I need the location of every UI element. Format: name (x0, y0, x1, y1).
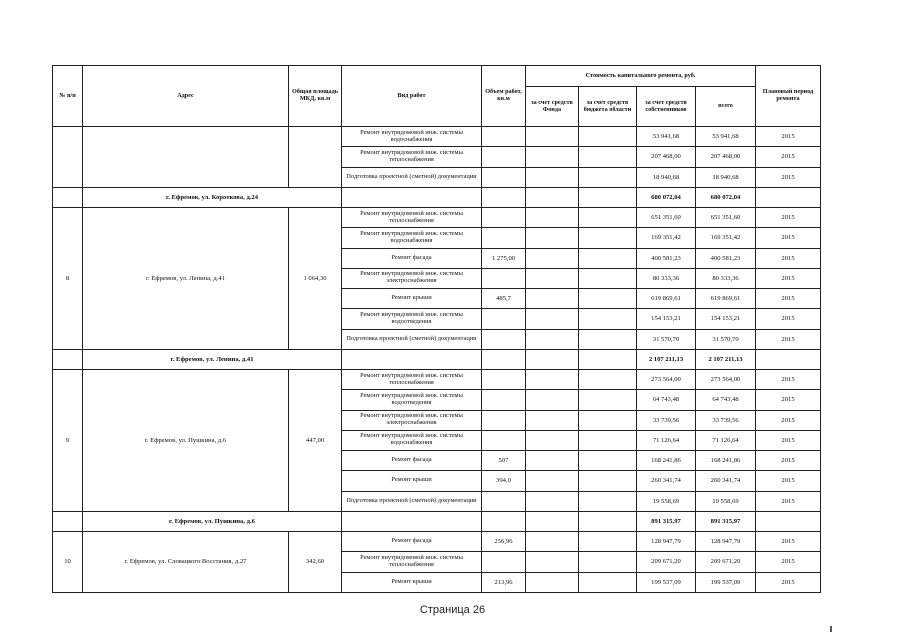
row-regional (579, 491, 637, 511)
row-work-type: Подготовка проектной (сметной) документации (342, 491, 482, 511)
row-work-type: Ремонт фасада (342, 248, 482, 268)
subtotal-row (53, 511, 821, 531)
subtotal-work (342, 349, 482, 369)
row-work-type: Ремонт внутридомовой инж. системы водоснабжения (342, 430, 482, 450)
row-fund (526, 552, 579, 572)
row-volume: 507 (482, 451, 526, 471)
row-period: 2015 (756, 451, 821, 471)
row-fund (526, 147, 579, 167)
row-total: 128 947,79 (696, 532, 756, 552)
row-work-type: Ремонт внутридомовой инж. системы теплоснабжения (342, 208, 482, 228)
row-regional (579, 552, 637, 572)
row-owners: 53 941,68 (637, 127, 696, 147)
row-work-type: Ремонт внутридомовой инж. системы водоснабжения (342, 228, 482, 248)
subtotal-volume (482, 349, 526, 369)
row-total: 64 743,48 (696, 390, 756, 410)
subtotal-owners: 2 107 211,13 (637, 349, 696, 369)
row-num (53, 127, 83, 188)
row-owners: 260 341,74 (637, 471, 696, 491)
row-work-type: Подготовка проектной (сметной) документации (342, 329, 482, 349)
row-fund (526, 228, 579, 248)
row-period: 2015 (756, 329, 821, 349)
row-fund (526, 370, 579, 390)
row-work-type: Ремонт внутридомовой инж. системы теплоснабжения (342, 370, 482, 390)
header-total: всего (696, 87, 756, 127)
row-work-type: Ремонт внутридомовой инж. системы водоснабжения (342, 127, 482, 147)
row-fund (526, 491, 579, 511)
row-work-type: Ремонт крыши (342, 289, 482, 309)
page-number: Страница 26 (419, 604, 486, 616)
row-regional (579, 430, 637, 450)
row-address: г. Ефремов, ул. Ленина, д.41 (83, 208, 289, 350)
subtotal-fund (526, 511, 579, 531)
subtotal-regional (579, 187, 637, 207)
row-work-type: Ремонт фасада (342, 532, 482, 552)
subtotal-fund (526, 349, 579, 369)
row-owners: 619 869,61 (637, 289, 696, 309)
header-volume: Объем работ, кв.м (482, 66, 526, 127)
row-area: 342,60 (289, 532, 342, 593)
row-total: 18 940,68 (696, 167, 756, 187)
row-fund (526, 329, 579, 349)
row-owners: 64 743,48 (637, 390, 696, 410)
row-fund (526, 268, 579, 288)
row-period: 2015 (756, 390, 821, 410)
subtotal-owners: 891 315,97 (637, 511, 696, 531)
row-work-type: Ремонт внутридомовой инж. системы теплоснабжения (342, 147, 482, 167)
row-regional (579, 309, 637, 329)
row-fund (526, 430, 579, 450)
row-regional (579, 147, 637, 167)
row-regional (579, 390, 637, 410)
row-owners: 273 564,00 (637, 370, 696, 390)
row-owners: 154 153,21 (637, 309, 696, 329)
subtotal-volume (482, 187, 526, 207)
row-volume: 213,96 (482, 572, 526, 592)
header-period: Плановый период ремонта (756, 66, 821, 127)
row-regional (579, 329, 637, 349)
row-work-type: Ремонт фасада (342, 451, 482, 471)
row-owners: 207 468,00 (637, 147, 696, 167)
row-total: 651 351,60 (696, 208, 756, 228)
row-regional (579, 228, 637, 248)
row-volume (482, 208, 526, 228)
row-period: 2015 (756, 309, 821, 329)
row-owners: 33 739,56 (637, 410, 696, 430)
row-total: 619 869,61 (696, 289, 756, 309)
row-total: 33 739,56 (696, 410, 756, 430)
row-period: 2015 (756, 370, 821, 390)
subtotal-total: 891 315,97 (696, 511, 756, 531)
row-volume (482, 430, 526, 450)
subtotal-volume (482, 511, 526, 531)
row-regional (579, 370, 637, 390)
subtotal-period (756, 511, 821, 531)
row-owners: 168 241,86 (637, 451, 696, 471)
subtotal-work (342, 511, 482, 531)
row-volume (482, 167, 526, 187)
row-work-type: Ремонт внутридомовой инж. системы водоотведения (342, 309, 482, 329)
header-fund: за счет средств Фонда (526, 87, 579, 127)
row-fund (526, 471, 579, 491)
row-fund (526, 309, 579, 329)
header-area: Общая площадь МКД, кв.м (289, 66, 342, 127)
row-fund (526, 410, 579, 430)
row-owners: 19 558,69 (637, 491, 696, 511)
header-work-type: Вид работ (342, 66, 482, 127)
row-total: 19 558,69 (696, 491, 756, 511)
subtotal-label: г. Ефремов, ул. Ленина, д.41 (83, 349, 342, 369)
row-address: г. Ефремов, ул. Словацкого Восстания, д.27 (83, 532, 289, 593)
row-work-type: Подготовка проектной (сметной) документации (342, 167, 482, 187)
row-regional (579, 289, 637, 309)
row-work-type: Ремонт крыши (342, 471, 482, 491)
row-owners: 71 126,64 (637, 430, 696, 450)
row-total: 209 671,20 (696, 552, 756, 572)
row-period: 2015 (756, 147, 821, 167)
row-total: 168 241,86 (696, 451, 756, 471)
row-volume (482, 127, 526, 147)
subtotal-num (53, 187, 83, 207)
row-area (289, 127, 342, 188)
row-volume (482, 552, 526, 572)
subtotal-num (53, 349, 83, 369)
row-total: 31 570,70 (696, 329, 756, 349)
row-owners: 199 537,09 (637, 572, 696, 592)
subtotal-period (756, 187, 821, 207)
table-header (53, 66, 821, 127)
row-total: 80 333,36 (696, 268, 756, 288)
subtotal-row (53, 187, 821, 207)
subtotal-row (53, 349, 821, 369)
row-fund (526, 390, 579, 410)
row-volume (482, 410, 526, 430)
header-address: Адрес (83, 66, 289, 127)
scan-edge-mark (830, 626, 832, 632)
row-owners: 651 351,60 (637, 208, 696, 228)
capital-repair-table (52, 65, 821, 593)
row-regional (579, 268, 637, 288)
row-area: 447,00 (289, 370, 342, 512)
row-work-type: Ремонт внутридомовой инж. системы теплоснабжения (342, 552, 482, 572)
header-regional: за счет средств бюджета области (579, 87, 637, 127)
subtotal-fund (526, 187, 579, 207)
row-period: 2015 (756, 552, 821, 572)
row-fund (526, 451, 579, 471)
subtotal-period (756, 349, 821, 369)
row-period: 2015 (756, 572, 821, 592)
row-period: 2015 (756, 167, 821, 187)
row-num: 10 (53, 532, 83, 593)
row-fund (526, 167, 579, 187)
subtotal-total: 680 072,04 (696, 187, 756, 207)
subtotal-total: 2 107 211,13 (696, 349, 756, 369)
row-regional (579, 451, 637, 471)
row-total: 273 564,00 (696, 370, 756, 390)
header-num: № п/п (53, 66, 83, 127)
row-total: 400 581,23 (696, 248, 756, 268)
row-work-type: Ремонт внутридомовой инж. системы электроснабжения (342, 268, 482, 288)
row-owners: 31 570,70 (637, 329, 696, 349)
row-address (83, 127, 289, 188)
row-address: г. Ефремов, ул. Пушкина, д.6 (83, 370, 289, 512)
row-owners: 80 333,36 (637, 268, 696, 288)
subtotal-label: г. Ефремов, ул. Пушкина, д.6 (83, 511, 342, 531)
row-regional (579, 572, 637, 592)
table-row (53, 532, 821, 552)
row-volume (482, 268, 526, 288)
row-fund (526, 532, 579, 552)
row-period: 2015 (756, 289, 821, 309)
row-work-type: Ремонт внутридомовой инж. системы водоотведения (342, 390, 482, 410)
row-volume: 485,7 (482, 289, 526, 309)
row-volume (482, 147, 526, 167)
table-row (53, 370, 821, 390)
row-fund (526, 208, 579, 228)
row-period: 2015 (756, 532, 821, 552)
subtotal-regional (579, 349, 637, 369)
row-num: 8 (53, 208, 83, 350)
row-period: 2015 (756, 228, 821, 248)
row-fund (526, 248, 579, 268)
row-area: 1 064,30 (289, 208, 342, 350)
row-owners: 400 581,23 (637, 248, 696, 268)
row-volume: 1 275,00 (482, 248, 526, 268)
subtotal-regional (579, 511, 637, 531)
row-period: 2015 (756, 248, 821, 268)
row-volume (482, 309, 526, 329)
header-owners: за счет средств собственников (637, 87, 696, 127)
row-owners: 169 351,42 (637, 228, 696, 248)
header-cost-group: Стоимость капитального ремонта, руб. (526, 66, 756, 87)
row-total: 199 537,09 (696, 572, 756, 592)
row-total: 169 351,42 (696, 228, 756, 248)
row-total: 71 126,64 (696, 430, 756, 450)
row-fund (526, 572, 579, 592)
row-owners: 128 947,79 (637, 532, 696, 552)
row-volume (482, 491, 526, 511)
subtotal-label: г. Ефремов, ул. Короткова, д.24 (83, 187, 342, 207)
row-owners: 18 940,68 (637, 167, 696, 187)
row-period: 2015 (756, 127, 821, 147)
row-total: 207 468,00 (696, 147, 756, 167)
row-work-type: Ремонт крыши (342, 572, 482, 592)
row-owners: 209 671,20 (637, 552, 696, 572)
row-total: 260 341,74 (696, 471, 756, 491)
row-total: 154 153,21 (696, 309, 756, 329)
row-regional (579, 208, 637, 228)
row-period: 2015 (756, 268, 821, 288)
row-volume (482, 370, 526, 390)
row-work-type: Ремонт внутридомовой инж. системы электроснабжения (342, 410, 482, 430)
row-regional (579, 167, 637, 187)
table-body (53, 127, 821, 593)
row-regional (579, 410, 637, 430)
row-fund (526, 127, 579, 147)
row-regional (579, 471, 637, 491)
row-period: 2015 (756, 491, 821, 511)
table-row (53, 208, 821, 228)
row-num: 9 (53, 370, 83, 512)
row-volume: 256,96 (482, 532, 526, 552)
row-period: 2015 (756, 430, 821, 450)
row-period: 2015 (756, 410, 821, 430)
row-volume: 394,0 (482, 471, 526, 491)
row-volume (482, 329, 526, 349)
row-total: 53 941,68 (696, 127, 756, 147)
row-period: 2015 (756, 471, 821, 491)
subtotal-work (342, 187, 482, 207)
row-regional (579, 532, 637, 552)
row-period: 2015 (756, 208, 821, 228)
table-row (53, 127, 821, 147)
subtotal-owners: 680 072,04 (637, 187, 696, 207)
row-regional (579, 127, 637, 147)
row-regional (579, 248, 637, 268)
subtotal-num (53, 511, 83, 531)
row-volume (482, 390, 526, 410)
row-volume (482, 228, 526, 248)
row-fund (526, 289, 579, 309)
